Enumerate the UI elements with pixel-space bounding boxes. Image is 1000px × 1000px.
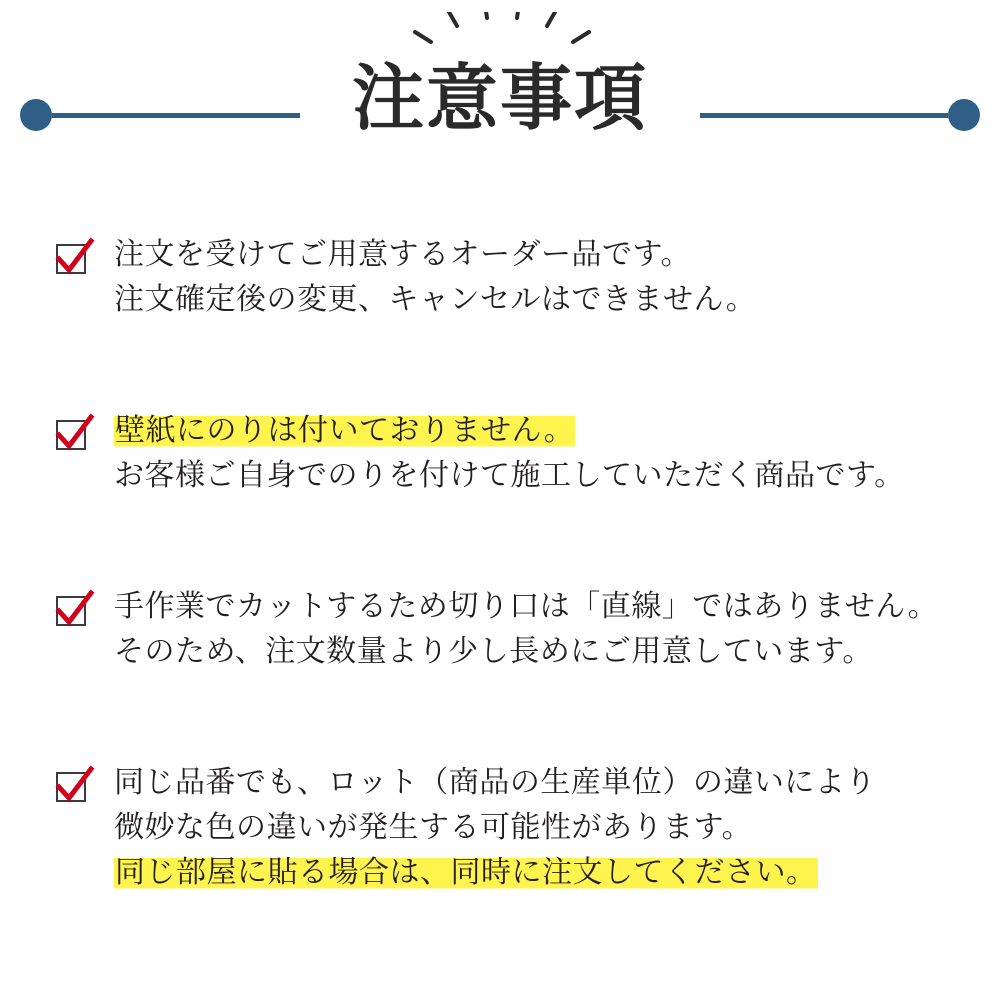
page-title: 注意事項 [351, 56, 648, 140]
notice-line: そのため、注文数量より少し長めにご用意しています。 [114, 634, 873, 669]
list-item [54, 584, 946, 674]
list-item-text [114, 760, 946, 895]
page-header [0, 0, 1000, 190]
notice-line: 注文確定後の変更、キャンセルはできません。 [114, 282, 757, 317]
notice-list [0, 232, 1000, 895]
list-item [54, 408, 946, 498]
notice-line-highlighted: 同じ部屋に貼る場合は、同時に注文してください。 [115, 855, 817, 890]
notice-line: 手作業でカットするため切り口は「直線」ではありません。 [114, 589, 939, 624]
notice-line: 注文を受けてご用意するオーダー品です。 [114, 237, 692, 272]
list-item-text [114, 408, 946, 498]
checkbox-checked-icon [54, 592, 94, 632]
notice-line: 微妙な色の違いが発生する可能性があります。 [114, 810, 753, 845]
notice-line-highlighted: 壁紙にのりは付いておりません。 [115, 413, 575, 448]
checkbox-checked-icon [54, 240, 94, 280]
list-item [54, 232, 946, 322]
checkbox-checked-icon [54, 416, 94, 456]
list-item-text [114, 584, 946, 674]
list-item [54, 760, 946, 895]
list-item-text [114, 232, 946, 322]
checkbox-checked-icon [54, 768, 94, 808]
notice-line: お客様ご自身でのりを付けて施工していただく商品です。 [114, 458, 905, 493]
notice-line: 同じ品番でも、ロット（商品の生産単位）の違いにより [114, 765, 876, 800]
